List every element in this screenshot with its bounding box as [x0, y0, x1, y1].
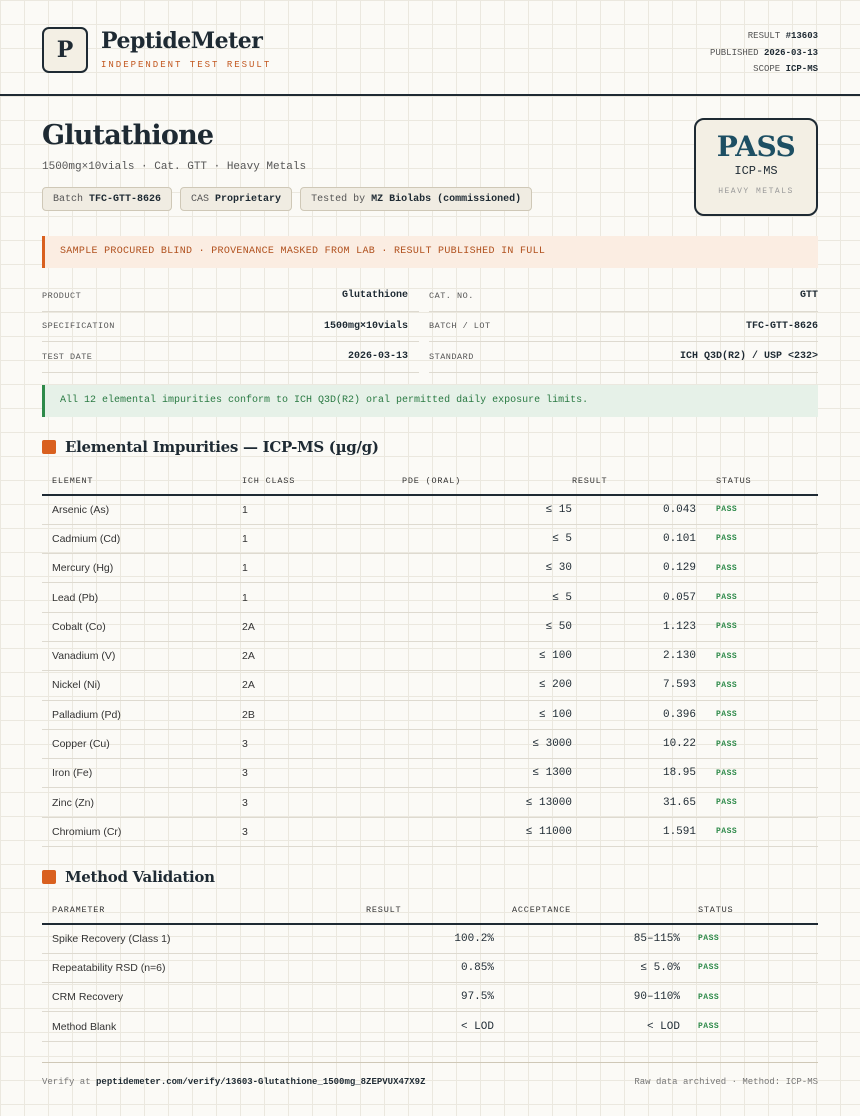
- info-cell-cat-no: [429, 281, 818, 312]
- section-marker-icon: [42, 870, 56, 884]
- verify-prefix: Verify at: [42, 1077, 91, 1087]
- verdict-method: ICP-MS: [734, 164, 778, 178]
- acceptance-range: 85–115%: [494, 924, 680, 953]
- pde-limit: ≤ 200: [402, 671, 572, 700]
- impurities-table: [42, 467, 818, 847]
- element-name: Palladium (Pd): [42, 700, 242, 729]
- result-meta: [710, 28, 818, 78]
- info-cell-batch-lot: [429, 312, 818, 343]
- verdict-result: PASS: [716, 130, 796, 163]
- status-badge: PASS: [680, 1012, 818, 1041]
- info-cell-standard: [429, 342, 818, 373]
- table-row: [42, 554, 818, 583]
- chip-cas: [180, 187, 292, 211]
- table-row: [42, 759, 818, 788]
- brand-name: PeptideMeter: [101, 28, 263, 54]
- result-label: RESULT: [747, 31, 781, 41]
- col-header-pde: PDE (ORAL): [402, 467, 572, 495]
- element-name: Chromium (Cr): [42, 817, 242, 846]
- parameter-name: Spike Recovery (Class 1): [42, 924, 366, 953]
- col-header-result: RESULT: [366, 896, 494, 924]
- result-value: 10.22: [572, 729, 696, 758]
- section-marker-icon: [42, 440, 56, 454]
- page-title: Glutathione: [42, 120, 214, 151]
- published-date: 2026-03-13: [763, 47, 818, 58]
- table-row: [42, 612, 818, 641]
- element-name: Mercury (Hg): [42, 554, 242, 583]
- chip-batch: [42, 187, 172, 211]
- pde-limit: ≤ 100: [402, 641, 572, 670]
- status-badge: PASS: [696, 524, 818, 553]
- element-name: Arsenic (As): [42, 495, 242, 524]
- info-grid: [42, 281, 818, 373]
- info-value: GTT: [799, 290, 818, 302]
- table-row: [42, 583, 818, 612]
- pde-limit: ≤ 5: [402, 524, 572, 553]
- pde-limit: ≤ 13000: [402, 788, 572, 817]
- result-value: < LOD: [366, 1012, 494, 1041]
- brand-tagline: INDEPENDENT TEST RESULT: [101, 60, 272, 70]
- info-label: CAT. NO.: [429, 290, 474, 301]
- chip-value: MZ Biolabs (commissioned): [371, 193, 522, 205]
- table-row: [42, 524, 818, 553]
- pde-limit: ≤ 11000: [402, 817, 572, 846]
- info-cell-product: [42, 281, 419, 312]
- info-label: PRODUCT: [42, 290, 82, 301]
- ich-class: 2B: [242, 700, 402, 729]
- chip-label: Tested by: [311, 193, 366, 205]
- pde-limit: ≤ 1300: [402, 759, 572, 788]
- col-header-result: RESULT: [572, 467, 696, 495]
- element-name: Lead (Pb): [42, 583, 242, 612]
- col-header-element: ELEMENT: [42, 467, 242, 495]
- ich-class: 3: [242, 817, 402, 846]
- info-cell-test-date: [42, 342, 419, 373]
- status-badge: PASS: [696, 612, 818, 641]
- chip-label: Batch: [53, 193, 84, 205]
- result-value: 18.95: [572, 759, 696, 788]
- result-number: #13603: [785, 31, 818, 41]
- col-header-status: STATUS: [696, 467, 818, 495]
- status-badge: PASS: [696, 729, 818, 758]
- ich-class: 1: [242, 524, 402, 553]
- col-header-status: STATUS: [680, 896, 818, 924]
- info-value: TFC-GTT-8626: [745, 320, 818, 332]
- status-badge: PASS: [696, 700, 818, 729]
- col-header-ich-class: ICH CLASS: [242, 467, 402, 495]
- acceptance-range: < LOD: [494, 1012, 680, 1041]
- element-name: Vanadium (V): [42, 641, 242, 670]
- info-value: Glutathione: [341, 290, 408, 302]
- ich-class: 3: [242, 759, 402, 788]
- scope-label: SCOPE: [753, 64, 781, 74]
- conformance-banner: All 12 elemental impurities conform to ICH Q3D(R2) oral permitted daily exposure limits.: [42, 385, 818, 417]
- element-name: Cadmium (Cd): [42, 524, 242, 553]
- product-subtitle: 1500mg×10vials · Cat. GTT · Heavy Metals: [42, 161, 307, 173]
- element-name: Cobalt (Co): [42, 612, 242, 641]
- published-label: PUBLISHED: [709, 47, 759, 58]
- ich-class: 3: [242, 729, 402, 758]
- verdict-scope: HEAVY METALS: [718, 187, 794, 196]
- status-badge: PASS: [696, 759, 818, 788]
- procurement-notice: SAMPLE PROCURED BLIND · PROVENANCE MASKED FROM LAB · RESULT PUBLISHED IN FULL: [42, 236, 818, 268]
- table-row: [42, 817, 818, 846]
- info-label: SPECIFICATION: [42, 321, 115, 332]
- ich-class: 1: [242, 495, 402, 524]
- impurities-heading: [42, 438, 379, 456]
- product-chips: [42, 187, 532, 211]
- info-row: [42, 342, 818, 373]
- status-badge: PASS: [680, 983, 818, 1012]
- table-header-row: [42, 896, 818, 924]
- table-row: [42, 983, 818, 1012]
- result-value: 31.65: [572, 788, 696, 817]
- info-label: STANDARD: [429, 351, 474, 362]
- table-row: [42, 788, 818, 817]
- table-row: [42, 495, 818, 524]
- validation-heading: [42, 868, 215, 886]
- table-row: [42, 1012, 818, 1041]
- scope-value: ICP-MS: [785, 64, 818, 74]
- info-value: 2026-03-13: [347, 351, 408, 363]
- result-value: 100.2%: [366, 924, 494, 953]
- result-value: 1.591: [572, 817, 696, 846]
- chip-value: Proprietary: [215, 193, 282, 205]
- result-value: 7.593: [572, 671, 696, 700]
- pde-limit: ≤ 30: [402, 554, 572, 583]
- table-row: [42, 924, 818, 953]
- pde-limit: ≤ 15: [402, 495, 572, 524]
- element-name: Copper (Cu): [42, 729, 242, 758]
- status-badge: PASS: [696, 641, 818, 670]
- ich-class: 1: [242, 583, 402, 612]
- ich-class: 3: [242, 788, 402, 817]
- section-title: Method Validation: [65, 868, 215, 886]
- parameter-name: Method Blank: [42, 1012, 366, 1041]
- status-badge: PASS: [680, 953, 818, 982]
- report-footer: [42, 1062, 818, 1087]
- result-value: 0.129: [572, 554, 696, 583]
- table-row: [42, 641, 818, 670]
- info-label: BATCH / LOT: [429, 321, 491, 332]
- ich-class: 1: [242, 554, 402, 583]
- parameter-name: Repeatability RSD (n=6): [42, 953, 366, 982]
- table-row: [42, 671, 818, 700]
- result-value: 0.101: [572, 524, 696, 553]
- verdict-badge: [694, 118, 818, 216]
- logo-mark: P: [42, 27, 88, 73]
- col-header-parameter: PARAMETER: [42, 896, 366, 924]
- ich-class: 2A: [242, 671, 402, 700]
- status-badge: PASS: [696, 788, 818, 817]
- ich-class: 2A: [242, 641, 402, 670]
- acceptance-range: ≤ 5.0%: [494, 953, 680, 982]
- pde-limit: ≤ 5: [402, 583, 572, 612]
- section-title: Elemental Impurities — ICP-MS (µg/g): [65, 438, 379, 456]
- result-value: 97.5%: [366, 983, 494, 1012]
- info-label: TEST DATE: [42, 351, 93, 362]
- verify-link[interactable]: peptidemeter.com/verify/13603-Glutathione_1500mg_8ZEPVUX47X9Z: [96, 1077, 426, 1087]
- result-value: 0.043: [572, 495, 696, 524]
- info-value: ICH Q3D(R2) / USP <232>: [679, 351, 818, 363]
- ich-class: 2A: [242, 612, 402, 641]
- validation-body: [42, 924, 818, 1041]
- result-value: 1.123: [572, 612, 696, 641]
- acceptance-range: 90–110%: [494, 983, 680, 1012]
- status-badge: PASS: [680, 924, 818, 953]
- element-name: Iron (Fe): [42, 759, 242, 788]
- table-header-row: [42, 467, 818, 495]
- status-badge: PASS: [696, 671, 818, 700]
- status-badge: PASS: [696, 583, 818, 612]
- status-badge: PASS: [696, 817, 818, 846]
- status-badge: PASS: [696, 554, 818, 583]
- element-name: Nickel (Ni): [42, 671, 242, 700]
- info-cell-specification: [42, 312, 419, 343]
- info-value: 1500mg×10vials: [323, 320, 408, 332]
- chip-label: CAS: [191, 193, 210, 205]
- result-value: 2.130: [572, 641, 696, 670]
- result-value: 0.057: [572, 583, 696, 612]
- pde-limit: ≤ 3000: [402, 729, 572, 758]
- info-row: [42, 281, 818, 312]
- info-row: [42, 312, 818, 343]
- chip-tested-by: [300, 187, 532, 211]
- table-row: [42, 700, 818, 729]
- archive-note: Raw data archived · Method: ICP-MS: [634, 1077, 818, 1087]
- chip-value: TFC-GTT-8626: [89, 193, 162, 205]
- result-value: 0.396: [572, 700, 696, 729]
- verify-line: [42, 1077, 425, 1087]
- result-value: 0.85%: [366, 953, 494, 982]
- pde-limit: ≤ 100: [402, 700, 572, 729]
- parameter-name: CRM Recovery: [42, 983, 366, 1012]
- table-row: [42, 953, 818, 982]
- impurities-body: [42, 495, 818, 847]
- status-badge: PASS: [696, 495, 818, 524]
- validation-table: [42, 896, 818, 1042]
- report-header: [0, 0, 860, 96]
- element-name: Zinc (Zn): [42, 788, 242, 817]
- col-header-acceptance: ACCEPTANCE: [494, 896, 680, 924]
- table-row: [42, 729, 818, 758]
- pde-limit: ≤ 50: [402, 612, 572, 641]
